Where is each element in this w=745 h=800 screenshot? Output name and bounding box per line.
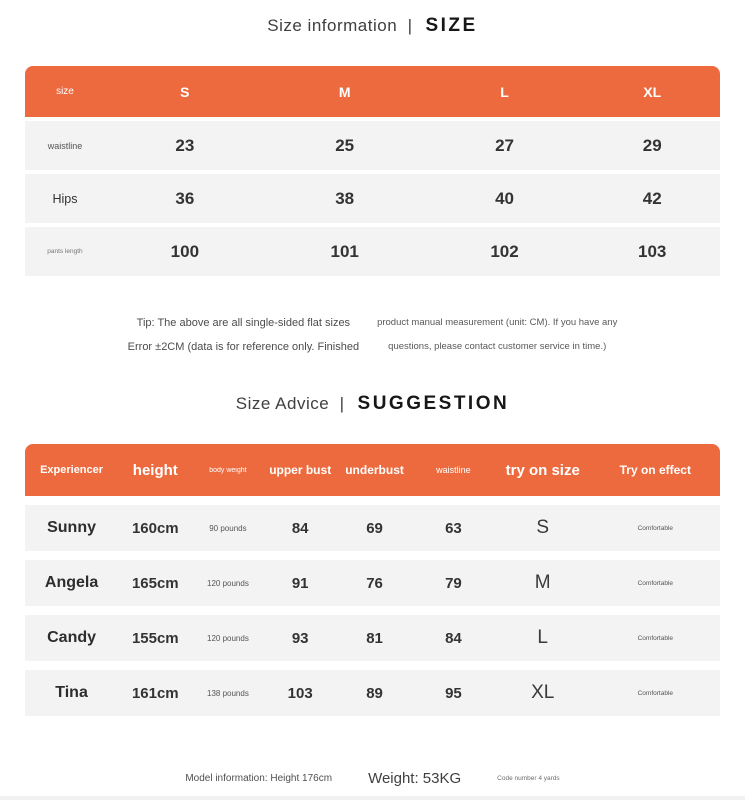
size-column-header-xl: XL bbox=[643, 83, 662, 100]
size-tip-note bbox=[0, 311, 745, 359]
title-separator: | bbox=[407, 16, 413, 35]
cell-try-on-effect: Comfortable bbox=[637, 634, 673, 642]
title-text: Size Advice bbox=[235, 394, 330, 413]
size-table-header-row bbox=[25, 66, 720, 117]
cell-value: 40 bbox=[495, 188, 514, 208]
experiencer-name: Tina bbox=[55, 684, 88, 701]
cell-body-weight: 90 pounds bbox=[209, 523, 247, 533]
column-header-try-on-effect: Try on effect bbox=[619, 463, 691, 477]
tip-right-column bbox=[377, 311, 617, 359]
cell-waistline: 79 bbox=[445, 574, 462, 592]
suggestion-table-header-row bbox=[25, 444, 720, 496]
cell-value: 36 bbox=[175, 188, 195, 208]
table-row bbox=[25, 505, 720, 551]
model-code-text: Code number 4 yards bbox=[497, 775, 560, 782]
cell-body-weight: 120 pounds bbox=[207, 578, 249, 588]
cell-value: 38 bbox=[335, 188, 355, 208]
cell-waistline: 63 bbox=[445, 519, 462, 537]
tip-left-column bbox=[128, 311, 359, 359]
model-information-footer bbox=[0, 770, 745, 787]
size-advice-title bbox=[0, 393, 745, 415]
size-column-header-m: M bbox=[338, 83, 351, 100]
column-header-height: height bbox=[132, 461, 178, 479]
column-header-try-on-size: try on size bbox=[505, 461, 580, 479]
tip-line: Tip: The above are all single-sided flat sizes bbox=[136, 317, 351, 329]
cell-value: 27 bbox=[495, 135, 514, 155]
cell-upper-bust: 103 bbox=[287, 684, 313, 702]
table-row bbox=[25, 615, 720, 661]
row-label: waistline bbox=[47, 140, 83, 151]
cell-try-on-effect: Comfortable bbox=[637, 689, 673, 697]
column-header-experiencer: Experiencer bbox=[40, 464, 104, 476]
model-info-text: Model information: Height 176cm bbox=[185, 773, 333, 784]
size-column-header-s: S bbox=[180, 83, 190, 100]
cell-upper-bust: 91 bbox=[291, 574, 309, 592]
title-separator: | bbox=[339, 394, 345, 413]
cell-upper-bust: 93 bbox=[291, 629, 309, 647]
cell-try-on-size: M bbox=[534, 572, 551, 593]
title-text-en: SIZE bbox=[425, 15, 478, 36]
table-row bbox=[25, 670, 720, 716]
cell-body-weight: 120 pounds bbox=[207, 633, 249, 643]
title-text-en: SUGGESTION bbox=[357, 393, 510, 414]
cell-underbust: 81 bbox=[366, 629, 383, 647]
cell-try-on-effect: Comfortable bbox=[637, 524, 673, 532]
next-section-edge bbox=[0, 796, 745, 800]
cell-height: 160cm bbox=[131, 519, 179, 537]
suggestion-table bbox=[25, 444, 720, 716]
cell-value: 103 bbox=[638, 241, 667, 261]
model-weight-text: Weight: 53KG bbox=[368, 770, 462, 787]
tip-line: product manual measurement (unit: CM). If you have any bbox=[377, 317, 618, 328]
cell-underbust: 89 bbox=[366, 684, 383, 702]
cell-height: 165cm bbox=[131, 574, 179, 592]
table-row bbox=[25, 121, 720, 170]
cell-body-weight: 138 pounds bbox=[207, 688, 249, 698]
title-text: Size information bbox=[267, 16, 398, 35]
experiencer-name: Candy bbox=[47, 629, 97, 646]
cell-value: 23 bbox=[175, 135, 195, 155]
experiencer-name: Sunny bbox=[47, 519, 96, 536]
size-table bbox=[25, 66, 720, 276]
cell-underbust: 69 bbox=[366, 519, 383, 537]
tip-line: Error ±2CM (data is for reference only. Finished bbox=[127, 341, 360, 353]
column-header-upper-bust: upper bust bbox=[269, 463, 332, 477]
cell-try-on-size: XL bbox=[531, 682, 555, 703]
cell-value: 25 bbox=[335, 135, 355, 155]
column-header-waistline: waistline bbox=[436, 465, 471, 475]
tip-line: questions, please contact customer service in time.) bbox=[388, 341, 607, 352]
cell-height: 155cm bbox=[131, 629, 179, 647]
cell-value: 42 bbox=[642, 188, 662, 208]
size-column-header-l: L bbox=[500, 83, 509, 100]
table-row bbox=[25, 227, 720, 276]
cell-value: 100 bbox=[170, 241, 200, 261]
cell-value: 29 bbox=[642, 135, 662, 155]
cell-value: 101 bbox=[330, 241, 359, 261]
experiencer-name: Angela bbox=[44, 574, 99, 591]
cell-try-on-size: S bbox=[536, 517, 550, 538]
cell-value: 102 bbox=[490, 241, 519, 261]
cell-try-on-effect: Comfortable bbox=[637, 579, 673, 587]
size-information-title bbox=[0, 0, 745, 37]
table-row bbox=[25, 560, 720, 606]
cell-upper-bust: 84 bbox=[291, 519, 309, 537]
table-row bbox=[25, 174, 720, 223]
cell-underbust: 76 bbox=[366, 574, 383, 592]
cell-waistline: 84 bbox=[445, 629, 462, 647]
column-header-body-weight: body weight bbox=[209, 466, 247, 474]
row-label: Hips bbox=[52, 191, 78, 206]
cell-waistline: 95 bbox=[445, 684, 462, 702]
column-header-underbust: underbust bbox=[345, 463, 404, 477]
cell-try-on-size: L bbox=[537, 627, 548, 648]
size-table-corner-label: size bbox=[56, 86, 74, 97]
row-label: pants length bbox=[47, 248, 83, 255]
cell-height: 161cm bbox=[131, 684, 179, 702]
